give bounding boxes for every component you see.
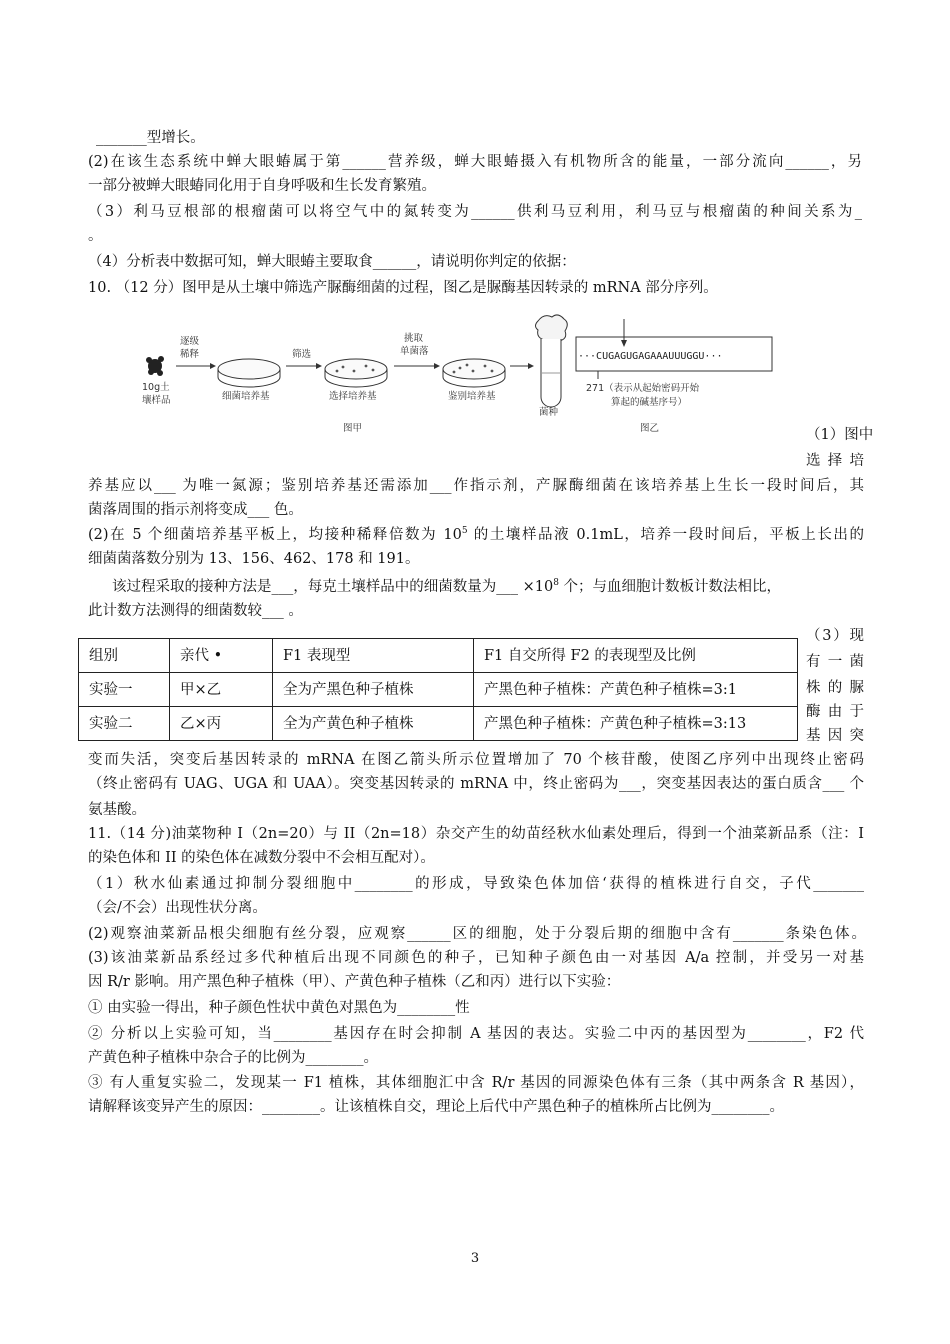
soil-sample-icon [146,356,164,376]
line-q9-4: （4）分析表中数据可知，蝉大眼蝽主要取食______，请说明你判定的依据： [88,254,576,270]
table-cell: 实验一 [79,673,170,707]
step2-label: 筛选 [292,349,312,360]
q10-2-line-d: 此计数方法测得的细菌数较___ 。 [88,603,303,619]
table-header-cell: F1 自交所得 F2 的表现型及比例 [474,639,798,673]
q10-2-line-b: 细菌菌落数分别为 13、156、462、178 和 191。 [88,551,420,567]
q10-2-exponent: 5 [461,526,468,537]
q10-3-line-c: 氨基酸。 [88,802,146,818]
sample-label-2: 壤样品 [142,395,171,406]
line-q9-3b: 。 [88,228,103,244]
mrna-sequence: ···CUGAGUGAGAAAUUUGGU··· [578,351,723,362]
table-cell: 甲×乙 [170,673,273,707]
q10-1-side-b: 选 择 培 [806,453,864,469]
table-cell: 产黑色种子植株：产黄色种子植株=3:13 [474,707,798,741]
petri-dish-icon [218,359,280,387]
petri-dish-icon [325,359,387,387]
q10-3-text-pre: 该过程采取的接种方法是___，每克土壤样品中的细菌数量为___ ×10 [112,579,554,595]
dish1-label: 细菌培养基 [222,391,270,402]
q10-3-line-b: （终止密码有 UAG、UGA 和 UAA）。突变基因转录的 mRNA 中，终止密码为___，突变基因表达的蛋白质含___ 个 [88,776,864,792]
q11-line-3: （1）秋水仙素通过抑制分裂细胞中________的形成，导致染色体加倍‘获得的植株进行自交，子代_______ [88,876,864,892]
table-cell: 产黑色种子植株：产黄色种子植株=3:1 [474,673,798,707]
q11-line-5: (2)观察油菜新品根尖细胞有丝分裂，应观察______区的细胞，处于分裂后期的细胞中含有_______条染色体。 [88,926,866,942]
arrow-icon [176,363,216,369]
line-q9-growth: _______型增长。 [96,130,205,146]
q11-line-10: 产黄色种子植株中杂合子的比例为________。 [88,1050,378,1066]
sample-label-1: 10g土 [142,382,170,393]
q11-line-6: (3)该油菜新品系经过多代种植后出现不同颜色的种子，已知种子颜色由一对基因 A/a 控制，并受另一对基 [88,950,864,966]
q11-line-7: 因 R/r 影响。用产黑色种子植株（甲）、产黄色种子植株（乙和丙）进行以下实验： [88,974,621,990]
experiment-table [78,638,798,741]
q11-line-9: ② 分析以上实验可知，当________基因存在时会抑制 A 基因的表达。实验二中丙的基因型为________，F2 代 [88,1026,864,1042]
q10-3-side-4: 酶 由 于 [806,704,864,720]
fig-a-caption: 图甲 [343,423,363,434]
q11-line-4: （会/不会）出现性状分离。 [88,900,267,916]
q10-3-exponent: 8 [553,578,559,589]
q10-2-text-post: 的土壤样品液 0.1mL，培养一段时间后，平板上长出的 [467,527,864,543]
step1-label-2: 稀释 [180,349,200,360]
page-number: 3 [470,1251,480,1266]
petri-dish-icon [443,359,505,387]
step3-label-2: 单菌落 [400,346,429,357]
step1-label-1: 逐级 [180,336,200,347]
test-tube-icon [536,315,568,407]
line-q9-2a: (2)在该生态系统中蝉大眼蝽属于第______营养级，蝉大眼蝽摄入有机物所含的能量，一部分流向______，另 [88,154,862,170]
arrow-icon [394,363,440,369]
table-header-cell: 亲代 • [170,639,273,673]
q11-line-2: 的染色体和 II 的染色体在减数分裂中不会相互配对）。 [88,850,435,866]
q10-3-side-3: 株 的 脲 [806,680,864,696]
q10-3-side-5: 基 因 突 [806,728,864,744]
seq-note-2: 算起的碱基序号） [611,397,688,408]
table-cell: 全为产黑色种子植株 [273,673,474,707]
table-row [79,673,798,707]
line-q10-intro: 10. （12 分）图甲是从土壤中筛选产脲酶细菌的过程，图乙是脲酶基因转录的 mRNA 部分序列。 [88,280,718,296]
table-cell: 乙×丙 [170,707,273,741]
q10-2-text-pre: (2)在 5 个细菌培养基平板上，均接种稀释倍数为 10 [88,527,462,543]
q10-3-text-post: 个；与血细胞计数板计数法相比， [558,579,782,595]
q11-line-1: 11.（14 分)油菜物种 I（2n=20）与 II（2n=18）杂交产生的幼苗经秋水仙素处理后，得到一个油菜新品系（注：I [88,826,864,842]
dish3-label: 鉴别培养基 [448,391,496,402]
q10-3-side-1: （3）现 [806,628,864,644]
table-row [79,707,798,741]
table-cell: 实验二 [79,707,170,741]
dish2-label: 选择培养基 [329,391,377,402]
q11-line-12: 请解释该变异产生的原因：________。让该植株自交，理论上后代中产黑色种子的植株所占比例为________。 [88,1099,784,1115]
seq-note-1: 271（表示从起始密码开始 [586,383,700,394]
q10-2-line-c [112,577,781,597]
q10-1-line-b: 菌落周围的指示剂将变成___ 色。 [88,502,303,518]
q10-3-line-a: 变而失活，突变后基因转录的 mRNA 在图乙箭头所示位置增加了 70 个核苷酸，使图乙序列中出现终止密码 [88,752,864,768]
q10-3-side-2: 有 一 菌 [806,654,864,670]
table-cell: 全为产黄色种子植株 [273,707,474,741]
fig-b-caption: 图乙 [640,423,660,434]
q10-1-line-a: 养基应以___ 为唯一氮源；鉴别培养基还需添加___作指示剂，产脲酶细菌在该培养基上生长一段时间后，其 [88,478,864,494]
arrow-icon [510,363,534,369]
line-q9-2b: 一部分被蝉大眼蝽同化用于自身呼吸和生长发育繁殖。 [88,178,436,194]
step3-label-1: 挑取 [404,333,424,344]
q11-line-8: ① 由实验一得出，种子颜色性状中黄色对黑色为________性 [88,1000,470,1016]
table-header-row [79,639,798,673]
line-q9-3a: （3）利马豆根部的根瘤菌可以将空气中的氮转变为______供利马豆利用，利马豆与根瘤菌的种间关系为_ [88,204,862,220]
table-header-cell: F1 表现型 [273,639,474,673]
figure-urease-screening [140,313,800,443]
q10-1-side-a: （1）图中 [806,427,874,443]
q11-line-11: ③ 有人重复实验二，发现某一 F1 植株，其体细胞汇中含 R/r 基因的同源染色体有三条（其中两条含 R 基因）， [88,1075,864,1091]
mrna-box [576,319,772,379]
tube-label: 菌种 [539,407,559,418]
table-header-cell: 组别 [79,639,170,673]
q10-2-line-a [88,525,864,545]
arrow-icon [286,363,322,369]
